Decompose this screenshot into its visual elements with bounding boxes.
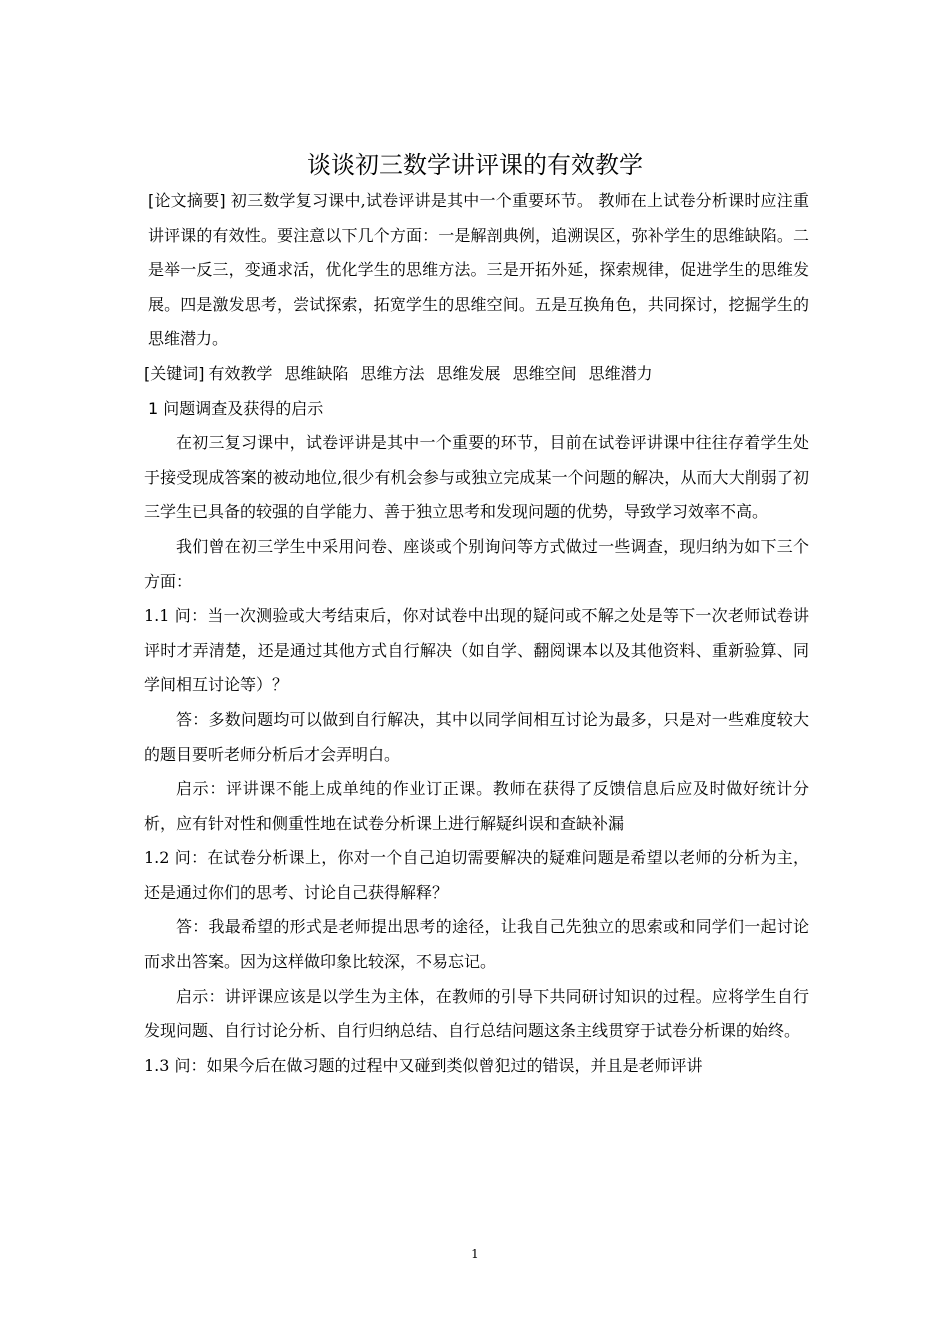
document-title: 谈谈初三数学讲评课的有效教学	[307, 151, 643, 180]
abstract-label: [论文摘要]	[148, 191, 226, 210]
insight-paragraph: 启示：讲评课应该是以学生为主体，在教师的引导下共同研讨知识的过程。应将学生自行发现问题、自行讨论分析、自行归纳总结、自行总结问题这条主线贯穿于试卷分析课的始终。	[144, 986, 809, 1041]
keyword: 思维方法	[360, 363, 425, 383]
keyword: 思维发展	[436, 363, 501, 383]
answer-paragraph: 答：我最希望的形式是老师提出思考的途径，让我自己先独立的思索或和同学们一起讨论而求出答案。因为这样做印象比较深，不易忘记。	[144, 917, 809, 972]
abstract-paragraph	[144, 184, 809, 357]
keyword: 思维缺陷	[284, 363, 349, 383]
abstract-text: 初三数学复习课中,试卷评讲是其中一个重要环节。 教师在上试卷分析课时应注重讲评课的有效性。要注意以下几个方面：一是解剖典例，追溯误区，弥补学生的思维缺陷。二是举一反三，变通求活，优化学生的思维方法。三是开拓外延，探索规律，促进学生的思维发展。四是激发思考，尝试探索，拓宽学生的思维空间。五是互换角色，共同探讨，挖掘学生的思维潜力。	[148, 191, 809, 349]
section-heading: 1 问题调查及获得的启示	[148, 398, 324, 418]
answer-paragraph: 答：多数问题均可以做到自行解决，其中以同学间相互讨论为最多，只是对一些难度较大的题目要听老师分析后才会弄明白。	[144, 709, 809, 764]
body-paragraph: 我们曾在初三学生中采用问卷、座谈或个别询问等方式做过一些调查，现归纳为如下三个方面：	[144, 536, 809, 591]
keywords-label: [关键词]	[144, 363, 205, 383]
body-paragraph: 在初三复习课中，试卷评讲是其中一个重要的环节，目前在试卷评讲课中往往存着学生处于接受现成答案的被动地位,很少有机会参与或独立完成某一个问题的解决，从而大大削弱了初三学生已具备的较强的自学能力、善于独立思考和发现问题的优势，导致学习效率不高。	[144, 433, 809, 522]
keyword: 有效教学	[208, 363, 273, 383]
keywords-line	[144, 357, 809, 392]
insight-paragraph: 启示：评讲课不能上成单纯的作业订正课。教师在获得了反馈信息后应及时做好统计分析，应有针对性和侧重性地在试卷分析课上进行解疑纠误和查缺补漏	[144, 779, 809, 833]
question-paragraph: 1.2 问：在试卷分析课上，你对一个自己迫切需要解决的疑难问题是希望以老师的分析为主，还是通过你们的思考、讨论自己获得解释？	[144, 848, 809, 902]
keyword: 思维空间	[512, 363, 577, 383]
question-paragraph: 1.1 问：当一次测验或大考结束后，你对试卷中出现的疑问或不解之处是等下一次老师试卷讲评时才弄清楚，还是通过其他方式自行解决（如自学、翻阅课本以及其他资料、重新验算、同学间相互讨论等）？	[144, 606, 809, 695]
keyword: 思维潜力	[588, 363, 653, 383]
document-body	[144, 184, 809, 1083]
question-paragraph: 1.3 问：如果今后在做习题的过程中又碰到类似曾犯过的错误，并且是老师评讲	[144, 1055, 703, 1075]
page-number: 1	[471, 1247, 479, 1261]
